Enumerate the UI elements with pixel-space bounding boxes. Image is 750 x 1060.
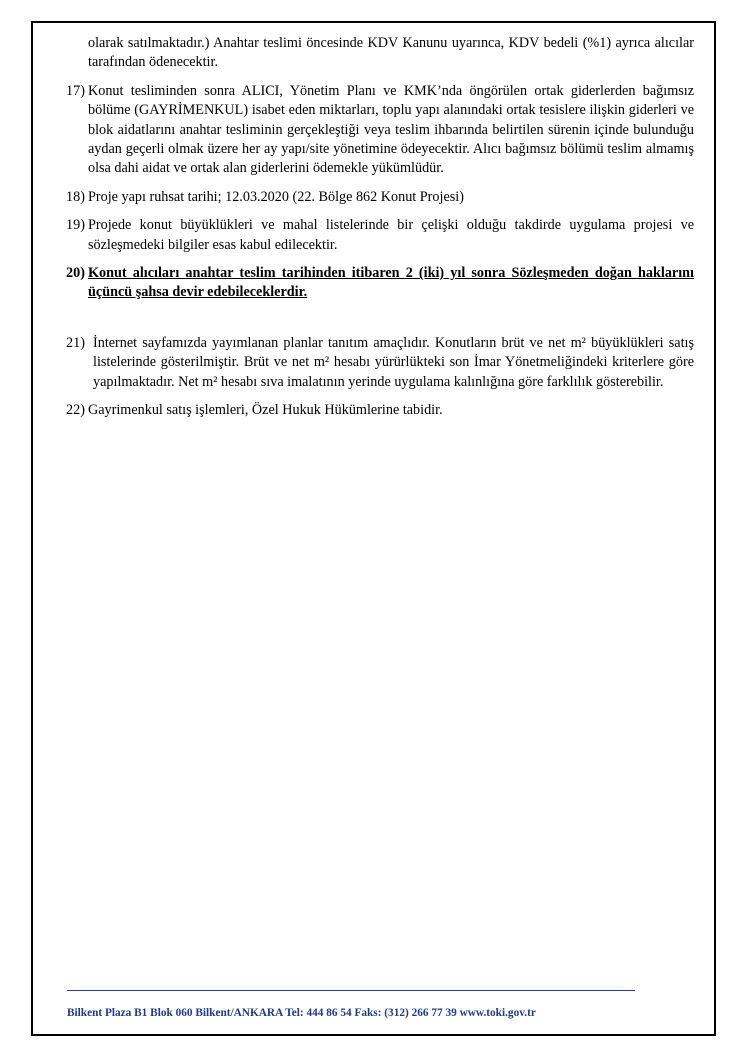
list-item-19	[66, 216, 694, 255]
spacer	[66, 303, 694, 325]
list-item-20	[66, 264, 694, 303]
footer-contact: Bilkent Plaza B1 Blok 060 Bilkent/ANKARA Tel: 444 86 54 Faks: (312) 266 77 39 www.toki.gov.tr	[67, 1007, 536, 1019]
item-text: Konut tesliminden sonra ALICI, Yönetim Planı ve KMK’nda öngörülen ortak giderlerden bağımsız bölüme (GAYRİMENKUL) isabet eden miktarları, toplu yapı alanındaki ortak tesislere ilişkin giderleri ve blok aidatlarını anahtar tesliminin gerçekleştiği veya teslim ihbarında belirtilen sürenin içinde bulunduğu aydan geçerli olmak üzere her ay yapı/site yönetimine ödeyecektir. Alıcı bağımsız bölümü teslim almamış olsa dahi aidat ve ortak alan giderlerini ödemekle yükümlüdür.	[88, 82, 694, 177]
list-item-18	[66, 188, 694, 207]
item-number: 22)	[66, 402, 85, 419]
list-item-22	[66, 401, 694, 420]
item-text: Projede konut büyüklükleri ve mahal listelerinde bir çelişki olduğu takdirde uygulama projesi ve sözleşmedeki bilgiler esas kabul edilecektir.	[88, 217, 694, 253]
item-number: 21)	[66, 334, 85, 351]
document-body	[66, 34, 694, 421]
footer-divider	[67, 990, 635, 991]
item-number: 19)	[66, 217, 85, 234]
item-number: 18)	[66, 188, 85, 205]
list-item-17	[66, 82, 694, 179]
item-text: İnternet sayfamızda yayımlanan planlar tanıtım amaçlıdır. Konutların brüt ve net m² büyüklükleri satış listelerinde gösterilmiştir. Brüt ve net m² hesabı yürürlükteki son İmar Yönetmeliğindeki kriterlere göre yapılmaktadır. Net m² hesabı sıva imalatının yerinde uygulama kalınlığına göre farklılık gösterebilir.	[93, 334, 694, 390]
item-text: Gayrimenkul satış işlemleri, Özel Hukuk Hükümlerine tabidir.	[88, 402, 443, 419]
continued-paragraph: olarak satılmaktadır.) Anahtar teslimi öncesinde KDV Kanunu uyarınca, KDV bedeli (%1) ayrıca alıcılar tarafından ödenecektir.	[88, 35, 694, 71]
item-text: Konut alıcıları anahtar teslim tarihinden itibaren 2 (iki) yıl sonra Sözleşmeden doğan haklarını üçüncü şahsa devir edebileceklerdir.	[88, 265, 694, 301]
item-number: 17)	[66, 82, 85, 99]
item-text: Proje yapı ruhsat tarihi; 12.03.2020 (22. Bölge 862 Konut Projesi)	[88, 188, 464, 205]
list-item-21	[66, 334, 694, 392]
item-number: 20)	[66, 265, 85, 282]
